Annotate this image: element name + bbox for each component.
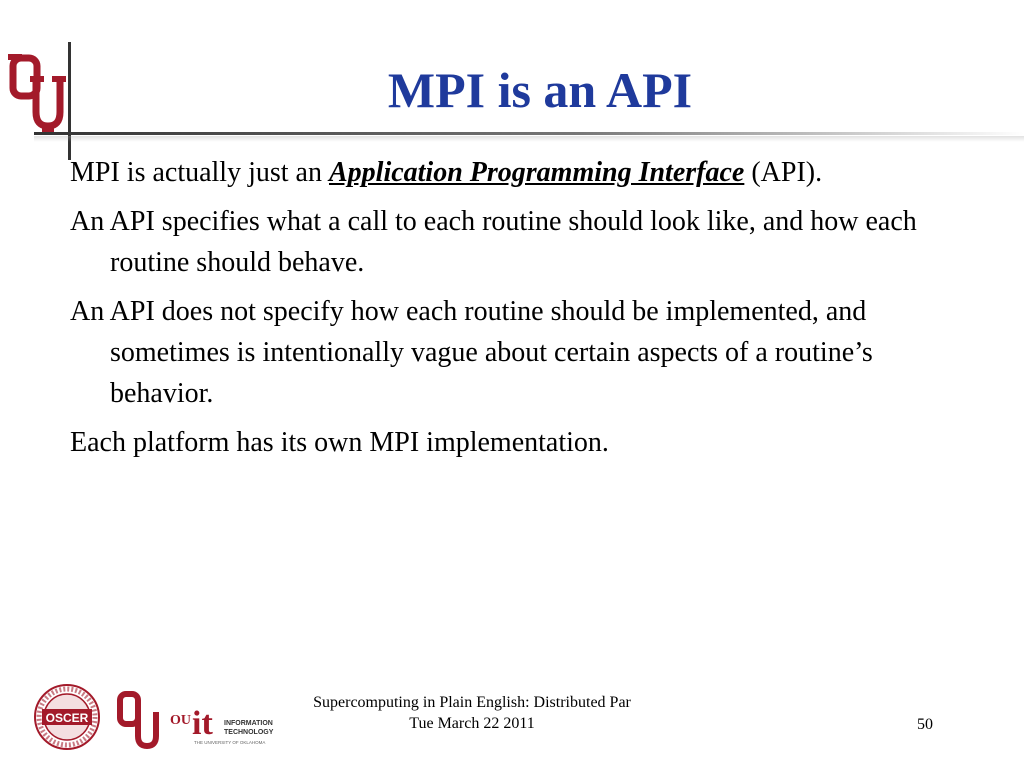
- bullet-text: MPI is actually just an: [70, 157, 329, 188]
- title-rule-shadow: [34, 136, 1024, 142]
- footer-logos: [22, 682, 292, 752]
- it-line-2: TECHNOLOGY: [224, 729, 274, 736]
- footer-text: [262, 692, 682, 734]
- footer-date: Tue March 22 2011: [409, 715, 535, 732]
- bullet-item: Each platform has its own MPI implementation.: [70, 427, 609, 458]
- bullet-text: (API).: [744, 157, 823, 188]
- title-horizontal-rule: [34, 132, 1024, 135]
- it-line-1: INFORMATION: [224, 720, 273, 727]
- oscer-seal-icon: [35, 685, 99, 749]
- slide-title: MPI is an API: [387, 62, 693, 118]
- bullet-list: [70, 152, 930, 471]
- bullet-item: [70, 152, 930, 193]
- ou-it-icon: [170, 705, 274, 745]
- bullet-item: An API specifies what a call to each routine should look like, and how each routine should behave.: [70, 206, 917, 278]
- ou-footer-icon: [120, 694, 156, 746]
- it-mark: it: [192, 705, 213, 742]
- bullet-item: An API does not specify how each routine should be implemented, and sometimes is intentionally vague about certain aspects of a routine’s behavior.: [70, 296, 873, 409]
- api-term: Application Programming Interface: [328, 157, 745, 188]
- footer-course-title: Supercomputing in Plain English: Distributed Par: [313, 694, 631, 711]
- oscer-seal-label: OSCER: [45, 711, 89, 725]
- it-line-3: THE UNIVERSITY OF OKLAHOMA: [194, 740, 266, 745]
- ou-it-mark: OU: [170, 713, 191, 728]
- page-number: 50: [917, 716, 933, 733]
